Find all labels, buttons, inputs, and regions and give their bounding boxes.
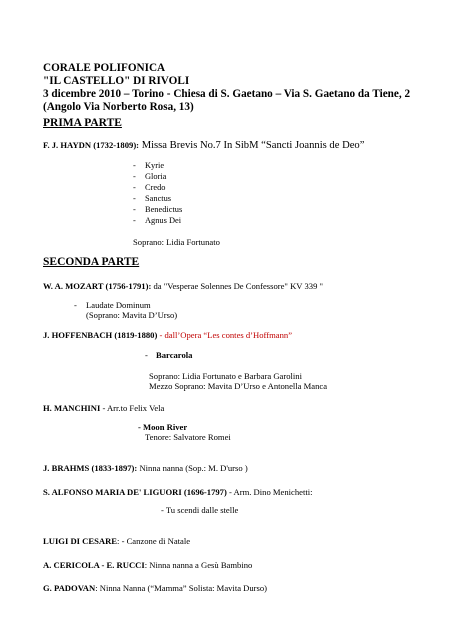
cesare-composer: LUIGI DI CESARE [43,536,118,546]
hoffenbach-work-prefix: - dall’ [157,330,181,340]
hoffenbach-work: Opera “Les contes d’Hoffmann” [180,330,293,340]
mass-movements-list [133,160,182,226]
list-item: - Credo [133,183,166,192]
prima-parte-heading: PRIMA PARTE [43,117,122,129]
mozart-entry [43,281,323,291]
liguori-arranger: - Arm. Dino Menichetti: [226,487,313,497]
list-item: - Agnus Dei [133,216,182,225]
mozart-item: - Laudate Dominum [74,300,151,310]
haydn-entry [43,140,364,151]
hoffenbach-composer: J. HOFFENBACH (1819-1880) [43,330,158,340]
manchini-arranger: - Arr.to Felix Vela [100,403,165,413]
choir-name: CORALE POLIFONICA [43,62,166,74]
hoffenbach-soprano: Soprano: Lidia Fortunato e Barbara Garolini [149,371,302,381]
manchini-item: - Moon River [138,422,188,432]
brahms-composer: J. BRAHMS (1833-1897): [43,463,138,473]
haydn-soloist: Soprano: Lidia Fortunato [133,237,220,247]
liguori-entry [43,487,313,497]
cericola-work: : Ninna nanna a Gesù Bambino [144,560,253,570]
cesare-work: : - Canzone di Natale [117,536,191,546]
choir-subtitle: "IL CASTELLO" DI RIVOLI [43,75,190,87]
hoffenbach-entry [43,330,292,340]
manchini-composer: H. MANCHINI [43,403,101,413]
liguori-composer: S. ALFONSO MARIA DE' LIGUORI (1696-1797) [43,487,227,497]
manchini-entry [43,403,164,413]
concert-date-location: 3 dicembre 2010 – Torino - Chiesa di S. Gaetano – Via S. Gaetano da Tiene, 2 [43,88,411,100]
mozart-composer: W. A. MOZART (1756-1791): [43,281,152,291]
cericola-entry [43,560,252,570]
padovan-work: : Ninna Nanna (“Mamma” Solista: Mavita Durso) [95,583,268,593]
list-item: - Benedictus [133,205,183,214]
list-item: - Kyrie [133,161,165,170]
haydn-composer: F. J. HAYDN (1732-1809): [43,140,140,150]
cesare-entry [43,536,190,546]
brahms-work: Ninna nanna (Sop.: M. D'urso ) [137,463,248,473]
seconda-parte-heading: SECONDA PARTE [43,256,140,268]
cericola-composer: A. CERICOLA - E. RUCCI [43,560,145,570]
mozart-soloist: (Soprano: Mavita D’Urso) [86,310,178,320]
concert-address: (Angolo Via Norberto Rosa, 13) [43,101,194,113]
haydn-work: Missa Brevis No.7 In SibM “Sancti Joannis de Deo” [139,140,365,151]
hoffenbach-item: - Barcarola [145,350,193,360]
list-item: - Gloria [133,172,167,181]
hoffenbach-mezzo: Mezzo Soprano: Mavita D’Urso e Antonella Manca [149,381,328,391]
padovan-entry [43,583,267,593]
mozart-work: da "Vesperae Solennes De Confessore" KV 339 " [151,281,324,291]
brahms-entry [43,463,248,473]
liguori-item: - Tu scendi dalle stelle [161,505,239,515]
list-item: - Sanctus [133,194,172,203]
padovan-composer: G. PADOVAN [43,583,96,593]
manchini-soloist: Tenore: Salvatore Romei [145,432,231,442]
